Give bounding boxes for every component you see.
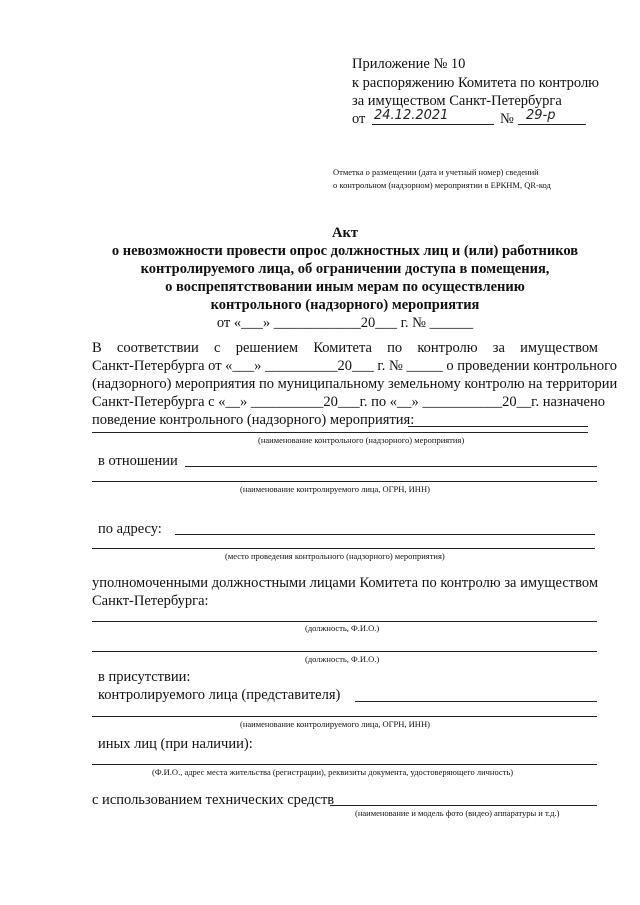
address-field-2[interactable] bbox=[92, 548, 595, 549]
date-underline bbox=[372, 124, 494, 125]
act-title: Акт bbox=[332, 225, 358, 241]
appendix-order: к распоряжению Комитета по контролю bbox=[352, 75, 600, 91]
act-subtitle-3: о воспрепятствовании иным мерам по осуществлению bbox=[165, 279, 525, 295]
other-persons-label: иных лиц (при наличии): bbox=[98, 736, 253, 752]
address-field[interactable] bbox=[175, 534, 595, 535]
appendix-date-handwritten: 24.12.2021 bbox=[374, 108, 449, 123]
body-line-5: поведение контрольного (надзорного) мероприятия: bbox=[92, 412, 415, 428]
address-label: по адресу: bbox=[98, 521, 162, 537]
num-underline bbox=[518, 124, 586, 125]
event-name-field[interactable] bbox=[408, 426, 588, 427]
caption-event-name: (наименование контрольного (надзорного) мероприятия) bbox=[258, 435, 465, 445]
caption-controlled-rep: (наименование контролируемого лица, ОГРН, ИНН) bbox=[240, 719, 430, 729]
caption-other-persons: (Ф.И.О., адрес места жительства (регистрации), реквизиты документа, удостоверяющего личность) bbox=[152, 767, 514, 777]
controlled-rep-label: контролируемого лица (представителя) bbox=[98, 687, 341, 703]
appendix-committee: за имуществом Санкт-Петербурга bbox=[352, 93, 562, 109]
officials-line-2: Санкт-Петербурга: bbox=[92, 593, 209, 609]
act-subtitle-4: контрольного (надзорного) мероприятия bbox=[210, 297, 480, 313]
act-subtitle-2: контролируемого лица, об ограничении доступа в помещения, bbox=[140, 261, 550, 277]
body-line-4: Санкт-Петербурга с «__» __________20___г. по «__» ___________20__г. назначено bbox=[92, 394, 605, 410]
other-persons-field[interactable] bbox=[92, 764, 597, 765]
officials-line-1: уполномоченными должностными лицами Комитета по контролю за имуществом bbox=[92, 575, 598, 591]
official-2-field[interactable] bbox=[92, 651, 597, 652]
caption-official-2: (должность, Ф.И.О.) bbox=[305, 654, 380, 664]
body-line-2: Санкт-Петербурга от «___» __________20___ г. № _____ о проведении контрольного bbox=[92, 358, 618, 374]
regarding-label: в отношении bbox=[98, 453, 178, 469]
controlled-rep-field-2[interactable] bbox=[92, 716, 597, 717]
erknm-note-line1: Отметка о размещении (дата и учетный номер) сведений bbox=[333, 167, 539, 177]
act-date-number: от «___» ____________20___ г. № ______ bbox=[216, 315, 474, 331]
appendix-number: Приложение № 10 bbox=[352, 56, 466, 72]
erknm-note-line2: о контрольном (надзорном) мероприятии в ЕРКНМ, QR-код bbox=[333, 180, 551, 190]
body-line-1: В соответствии с решением Комитета по контролю за имуществом bbox=[92, 340, 598, 356]
caption-address: (место проведения контрольного (надзорного) мероприятия) bbox=[225, 551, 445, 561]
event-name-field-2[interactable] bbox=[92, 432, 588, 433]
controlled-rep-field[interactable] bbox=[355, 701, 597, 702]
appendix-date-prefix: от bbox=[352, 111, 366, 127]
controlled-entity-field[interactable] bbox=[185, 466, 597, 467]
caption-controlled-entity: (наименование контролируемого лица, ОГРН, ИНН) bbox=[240, 484, 430, 494]
technical-means-label: с использованием технических средств bbox=[92, 792, 335, 808]
controlled-entity-field-2[interactable] bbox=[92, 481, 597, 482]
appendix-num-handwritten: 29-р bbox=[526, 108, 556, 123]
caption-official-1: (должность, Ф.И.О.) bbox=[305, 623, 380, 633]
body-line-3: (надзорного) мероприятия по муниципальному земельному контролю на территории bbox=[92, 376, 618, 392]
technical-means-field[interactable] bbox=[330, 805, 597, 806]
caption-technical-means: (наименование и модель фото (видео) аппаратуры и т.д.) bbox=[355, 808, 560, 818]
appendix-num-prefix: № bbox=[500, 111, 514, 127]
presence-label: в присутствии: bbox=[98, 669, 191, 685]
act-subtitle-1: о невозможности провести опрос должностных лиц и (или) работников bbox=[111, 243, 579, 259]
official-1-field[interactable] bbox=[92, 621, 597, 622]
